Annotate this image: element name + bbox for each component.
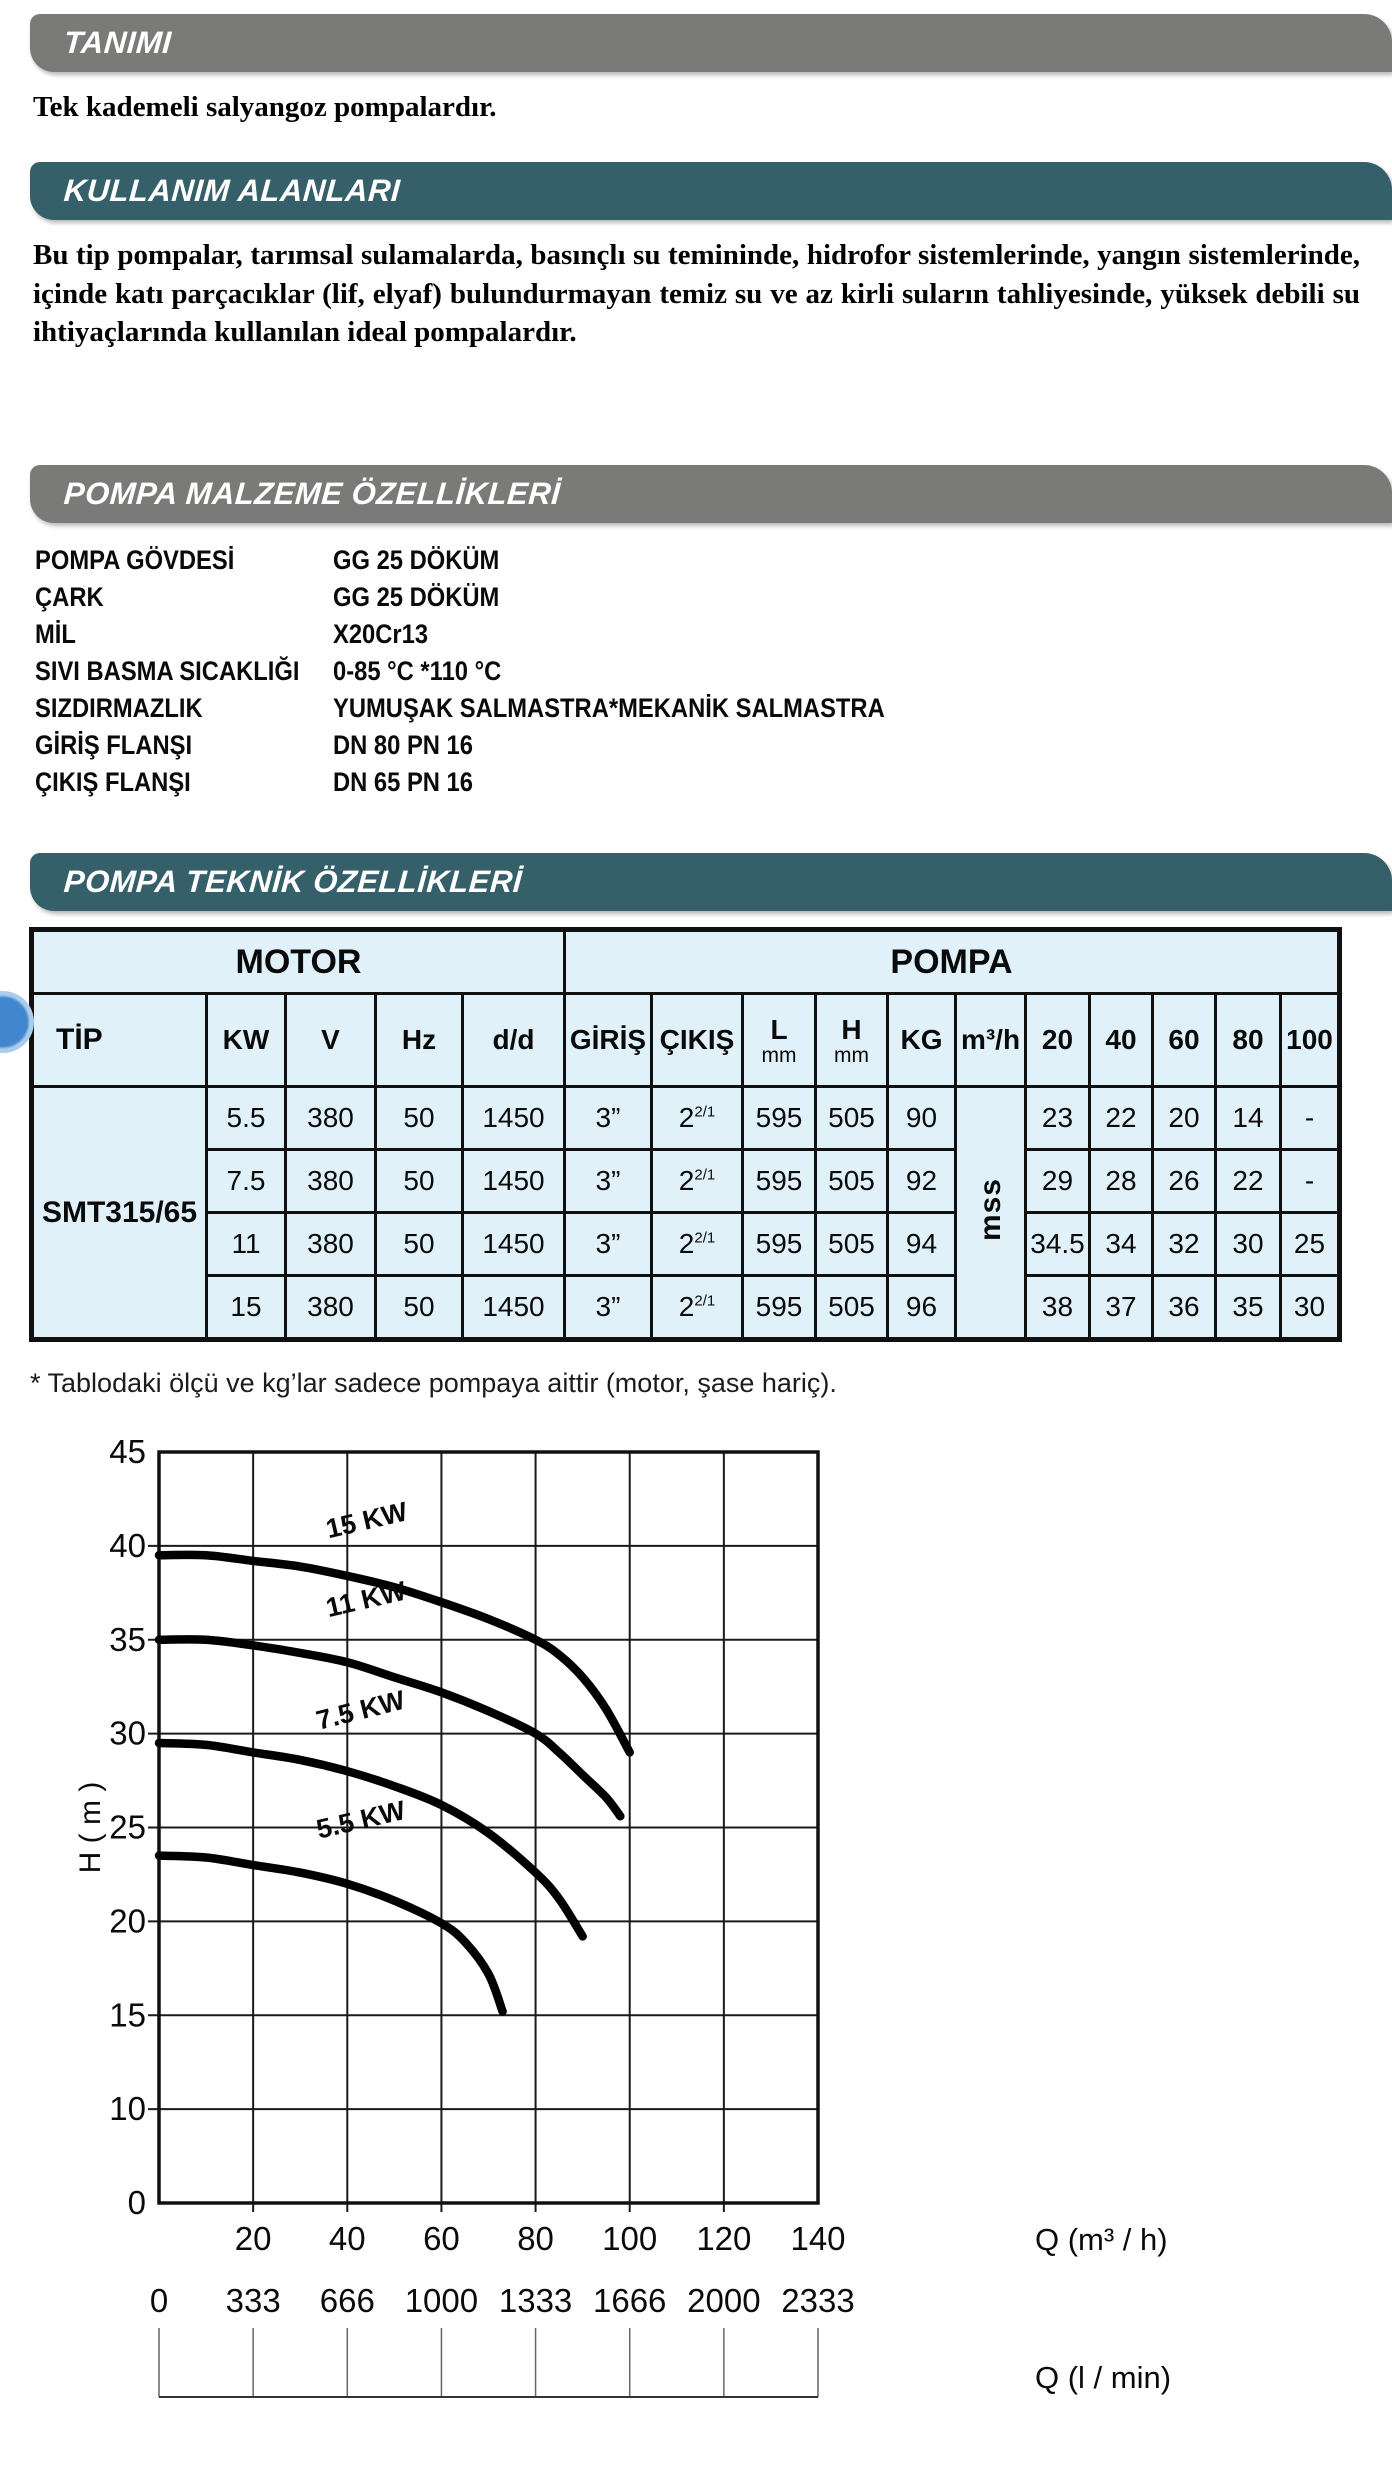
cell-cikis: $2^{2/1}$ bbox=[652, 1213, 743, 1276]
column-header-6: ÇIKIŞ bbox=[652, 994, 743, 1087]
cell-dd: 1450 bbox=[463, 1213, 565, 1276]
cell-kw: 11 bbox=[207, 1213, 286, 1276]
lmin-tick-label: 1000 bbox=[404, 2282, 479, 2319]
column-header-15: 100 bbox=[1281, 994, 1340, 1087]
cell-giris: 3” bbox=[565, 1213, 652, 1276]
cell-giris: 3” bbox=[565, 1276, 652, 1340]
cell-kg: 96 bbox=[888, 1276, 956, 1340]
kullanim-text: Bu tip pompalar, tarımsal sulamalarda, basınçlı su temininde, hidrofor sistemlerinde, yangın sistemlerinde, içinde katı parçacıklar (lif, elyaf) bulundurmayan temiz su ve az kirli suların tahliyesinde, yüksek debili su ihtiyaçlarında kullanılan ideal pompalardır. bbox=[33, 239, 1360, 348]
section-title-kullanim: KULLANIM ALANLARI bbox=[62, 173, 402, 208]
spec-value: GG 25 DÖKÜM bbox=[333, 545, 500, 575]
spec-row-3 bbox=[35, 656, 1355, 693]
column-header-1: KW bbox=[207, 994, 286, 1087]
spec-value: X20Cr13 bbox=[333, 619, 429, 649]
curve-55KW bbox=[159, 1856, 503, 2012]
x-tick-label: 80 bbox=[517, 2220, 554, 2257]
table-row-0 bbox=[32, 1087, 1340, 1150]
curve-label-1: 11 KW bbox=[323, 1575, 409, 1624]
column-header-4: d/d bbox=[463, 994, 565, 1087]
header-motor: MOTOR bbox=[32, 930, 565, 994]
tanimi-text: Tek kademeli salyangoz pompalardır. bbox=[33, 91, 497, 123]
column-header-13: 60 bbox=[1153, 994, 1216, 1087]
cikis-sup: 2/1 bbox=[694, 1103, 716, 1121]
spec-row-2 bbox=[35, 619, 1355, 656]
column-header-2: V bbox=[286, 994, 376, 1087]
unit-mm: mm bbox=[834, 1044, 869, 1067]
y-tick-label: 15 bbox=[109, 1996, 146, 2034]
cell-v: 380 bbox=[286, 1087, 376, 1150]
cell-h: 505 bbox=[816, 1150, 888, 1213]
cell-kg: 90 bbox=[888, 1087, 956, 1150]
cell-q-4: - bbox=[1281, 1150, 1340, 1213]
spec-row-6 bbox=[35, 767, 1355, 804]
curve-label-2: 7.5 KW bbox=[313, 1684, 408, 1736]
y-tick-label: 0 bbox=[127, 2184, 146, 2221]
y-axis-label: H ( m ) bbox=[74, 1781, 107, 1874]
cell-q-1: 22 bbox=[1090, 1087, 1153, 1150]
cell-q-3: 30 bbox=[1216, 1213, 1281, 1276]
column-header-5: GİRİŞ bbox=[565, 994, 652, 1087]
curve-label-0: 15 KW bbox=[323, 1496, 411, 1545]
lmin-tick-label: 666 bbox=[319, 2282, 375, 2319]
section-title-teknik: POMPA TEKNİK ÖZELLİKLERİ bbox=[62, 864, 524, 899]
performance-chart bbox=[0, 1400, 1392, 2470]
column-header-9: KG bbox=[888, 994, 956, 1087]
cell-q-4: 25 bbox=[1281, 1213, 1340, 1276]
cell-q-0: 34.5 bbox=[1026, 1213, 1090, 1276]
cell-q-0: 29 bbox=[1026, 1150, 1090, 1213]
section-banner-malzeme bbox=[30, 465, 1392, 523]
cell-h: 505 bbox=[816, 1087, 888, 1150]
cell-q-0: 38 bbox=[1026, 1276, 1090, 1340]
spec-row-5 bbox=[35, 730, 1355, 767]
cell-q-2: 20 bbox=[1153, 1087, 1216, 1150]
section-banner-kullanim bbox=[30, 162, 1392, 220]
cell-kg: 92 bbox=[888, 1150, 956, 1213]
technical-table-wrap bbox=[29, 927, 1342, 1342]
lmin-tick-label: 2333 bbox=[781, 2282, 855, 2319]
column-header-0: TİP bbox=[32, 994, 207, 1087]
spec-row-1 bbox=[35, 582, 1355, 619]
cikis-sup: 2/1 bbox=[694, 1166, 716, 1184]
cell-q-4: - bbox=[1281, 1087, 1340, 1150]
cell-kg: 94 bbox=[888, 1213, 956, 1276]
header-pompa: POMPA bbox=[565, 930, 1340, 994]
y-tick-label: 30 bbox=[109, 1714, 146, 1752]
pump-technical-table bbox=[29, 927, 1342, 1342]
cell-v: 380 bbox=[286, 1213, 376, 1276]
x-axis-label-m3h: Q (m³ / h) bbox=[1035, 2222, 1168, 2257]
cell-kw: 15 bbox=[207, 1276, 286, 1340]
y-tick-label: 10 bbox=[109, 2090, 146, 2128]
y-tick-label: 40 bbox=[109, 1526, 146, 1564]
x-axis-label-lmin: Q (l / min) bbox=[1035, 2360, 1172, 2395]
cell-dd: 1450 bbox=[463, 1150, 565, 1213]
cikis-sup: 2/1 bbox=[694, 1229, 716, 1247]
cell-dd: 1450 bbox=[463, 1087, 565, 1150]
x-tick-label: 100 bbox=[602, 2220, 658, 2257]
lmin-tick-label: 0 bbox=[149, 2282, 169, 2319]
spec-label: SIZDIRMAZLIK bbox=[35, 693, 203, 723]
lmin-tick-label: 1666 bbox=[593, 2282, 667, 2319]
table-footnote: * Tablodaki ölçü ve kg’lar sadece pompaya aittir (motor, şase hariç). bbox=[30, 1368, 837, 1398]
section-banner-tanimi bbox=[30, 14, 1392, 72]
cell-tip: SMT315/65 bbox=[32, 1087, 207, 1340]
spec-value: DN 65 PN 16 bbox=[333, 767, 473, 797]
cell-cikis: $2^{2/1}$ bbox=[652, 1087, 743, 1150]
cell-hz: 50 bbox=[376, 1276, 463, 1340]
cell-q-3: 22 bbox=[1216, 1150, 1281, 1213]
cell-giris: 3” bbox=[565, 1087, 652, 1150]
column-header-11: 20 bbox=[1026, 994, 1090, 1087]
cell-q-1: 37 bbox=[1090, 1276, 1153, 1340]
section-title-malzeme: POMPA MALZEME ÖZELLİKLERİ bbox=[62, 476, 562, 511]
cell-mss bbox=[956, 1087, 1026, 1340]
cell-h: 505 bbox=[816, 1213, 888, 1276]
y-tick-label: 25 bbox=[109, 1808, 146, 1846]
lmin-tick-label: 333 bbox=[225, 2282, 281, 2319]
table-row-2 bbox=[32, 1213, 1340, 1276]
cell-cikis: $2^{2/1}$ bbox=[652, 1276, 743, 1340]
cell-q-2: 36 bbox=[1153, 1276, 1216, 1340]
cell-kw: 7.5 bbox=[207, 1150, 286, 1213]
spec-label: GİRİŞ FLANŞI bbox=[35, 730, 193, 760]
column-header-3: Hz bbox=[376, 994, 463, 1087]
column-header-10: m³/h bbox=[956, 994, 1026, 1087]
spec-value: DN 80 PN 16 bbox=[333, 730, 473, 760]
cell-l: 595 bbox=[743, 1276, 816, 1340]
mss-label: mss bbox=[973, 1178, 1007, 1242]
section-title-tanimi: TANIMI bbox=[62, 25, 173, 60]
cell-giris: 3” bbox=[565, 1150, 652, 1213]
cell-dd: 1450 bbox=[463, 1276, 565, 1340]
cell-l: 595 bbox=[743, 1150, 816, 1213]
cell-h: 505 bbox=[816, 1276, 888, 1340]
table-row-1 bbox=[32, 1150, 1340, 1213]
cell-hz: 50 bbox=[376, 1213, 463, 1276]
spec-row-4 bbox=[35, 693, 1355, 730]
cell-q-3: 14 bbox=[1216, 1087, 1281, 1150]
spec-row-0 bbox=[35, 545, 1355, 582]
cell-cikis: $2^{2/1}$ bbox=[652, 1150, 743, 1213]
spec-label: ÇIKIŞ FLANŞI bbox=[35, 767, 191, 797]
spec-label: ÇARK bbox=[35, 582, 104, 612]
cell-q-2: 32 bbox=[1153, 1213, 1216, 1276]
cell-kw: 5.5 bbox=[207, 1087, 286, 1150]
y-tick-label: 20 bbox=[109, 1902, 146, 1940]
material-spec-list bbox=[35, 545, 1355, 804]
cell-v: 380 bbox=[286, 1150, 376, 1213]
y-tick-label: 35 bbox=[109, 1620, 146, 1658]
spec-value: YUMUŞAK SALMASTRA*MEKANİK SALMASTRA bbox=[333, 693, 885, 723]
y-tick-label: 45 bbox=[109, 1433, 146, 1470]
spec-label: POMPA GÖVDESİ bbox=[35, 545, 235, 575]
cell-q-2: 26 bbox=[1153, 1150, 1216, 1213]
x-tick-label: 20 bbox=[234, 2220, 272, 2257]
spec-value: 0-85 °C *110 °C bbox=[333, 656, 502, 686]
x-tick-label: 40 bbox=[328, 2220, 366, 2257]
cell-l: 595 bbox=[743, 1087, 816, 1150]
lmin-tick-label: 1333 bbox=[498, 2282, 573, 2319]
column-header-14: 80 bbox=[1216, 994, 1281, 1087]
curve-label-3: 5.5 KW bbox=[313, 1795, 409, 1845]
cell-hz: 50 bbox=[376, 1150, 463, 1213]
x-tick-label: 60 bbox=[423, 2220, 460, 2257]
cell-q-3: 35 bbox=[1216, 1276, 1281, 1340]
column-header-7: L mm bbox=[743, 994, 816, 1087]
x-tick-label: 140 bbox=[790, 2220, 846, 2257]
cell-q-4: 30 bbox=[1281, 1276, 1340, 1340]
cell-q-1: 28 bbox=[1090, 1150, 1153, 1213]
cell-q-0: 23 bbox=[1026, 1087, 1090, 1150]
column-header-8: H mm bbox=[816, 994, 888, 1087]
section-banner-teknik bbox=[30, 853, 1392, 911]
cell-q-1: 34 bbox=[1090, 1213, 1153, 1276]
cell-l: 595 bbox=[743, 1213, 816, 1276]
cell-hz: 50 bbox=[376, 1087, 463, 1150]
cell-v: 380 bbox=[286, 1276, 376, 1340]
spec-value: GG 25 DÖKÜM bbox=[333, 582, 500, 612]
table-row-3 bbox=[32, 1276, 1340, 1340]
spec-label: SIVI BASMA SICAKLIĞI bbox=[35, 656, 300, 686]
column-header-12: 40 bbox=[1090, 994, 1153, 1087]
x-tick-label: 120 bbox=[696, 2220, 752, 2257]
unit-mm: mm bbox=[761, 1044, 797, 1067]
curve-11KW bbox=[159, 1639, 620, 1816]
curve-75KW bbox=[159, 1743, 583, 1936]
cikis-sup: 2/1 bbox=[694, 1292, 716, 1310]
spec-label: MİL bbox=[35, 619, 76, 649]
lmin-tick-label: 2000 bbox=[687, 2282, 761, 2319]
